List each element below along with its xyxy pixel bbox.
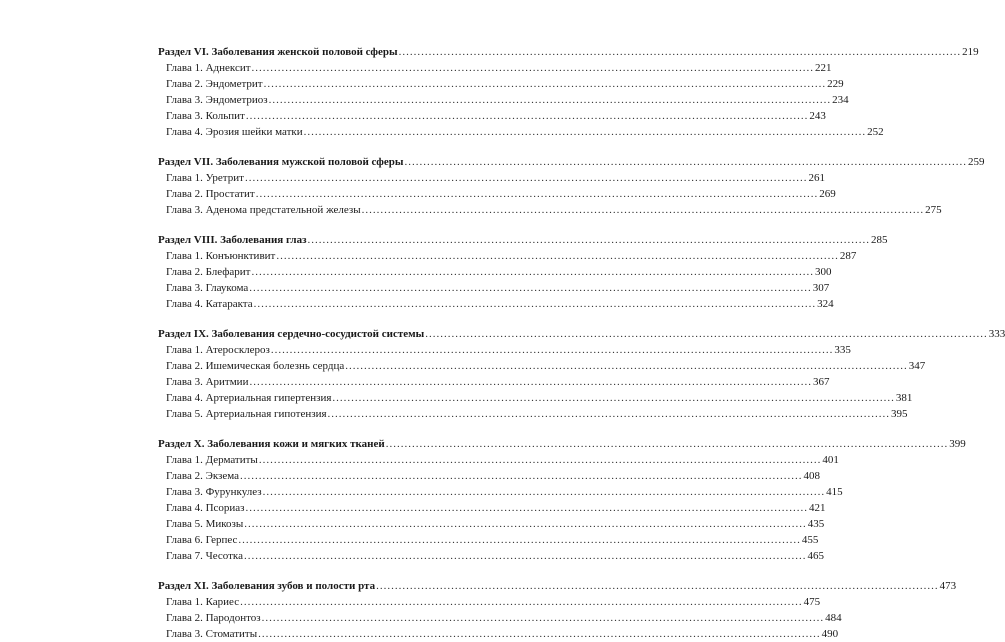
chapter-entry <box>158 248 857 264</box>
section-heading <box>158 154 985 170</box>
section-heading <box>158 232 888 248</box>
chapter-title: Глава 4. Катаракта <box>166 298 253 310</box>
dot-leader <box>252 60 815 76</box>
chapter-page-number: 221 <box>815 62 832 74</box>
chapter-title: Глава 4. Эрозия шейки матки <box>166 126 303 138</box>
chapter-entry <box>158 452 839 468</box>
chapter-entry <box>158 170 825 186</box>
dot-leader <box>246 108 809 124</box>
section-title: Раздел IX. Заболевания сердечно-сосудистой системы <box>158 328 425 340</box>
chapter-page-number: 324 <box>817 298 834 310</box>
chapter-title: Глава 3. Аденома предстательной железы <box>166 204 361 216</box>
chapter-page-number: 367 <box>812 376 830 388</box>
chapter-page-number: 421 <box>809 502 826 514</box>
dot-leader <box>249 374 812 390</box>
chapter-page-number: 395 <box>891 408 908 420</box>
dot-leader <box>254 296 817 312</box>
chapter-entry <box>158 264 832 280</box>
chapter-page-number: 243 <box>809 110 826 122</box>
chapter-entry <box>158 108 826 124</box>
chapter-entry <box>158 516 825 532</box>
chapter-title: Глава 1. Атеросклероз <box>166 344 270 356</box>
chapter-entry <box>158 296 834 312</box>
chapter-title: Глава 3. Эндометриоз <box>166 94 268 106</box>
dot-leader <box>264 76 827 92</box>
chapter-entry <box>158 484 843 500</box>
section-page-number: 333 <box>988 328 1005 340</box>
chapter-title: Глава 3. Глаукома <box>166 282 249 294</box>
chapter-page-number: 381 <box>895 392 913 404</box>
toc-section <box>158 436 966 564</box>
chapter-entry <box>158 610 842 626</box>
dot-leader <box>256 186 819 202</box>
chapter-title: Глава 7. Чесотка <box>166 550 243 562</box>
chapter-page-number: 335 <box>834 344 851 356</box>
dot-leader <box>328 406 891 422</box>
dot-leader <box>238 532 801 548</box>
dot-leader <box>246 500 809 516</box>
toc-section <box>158 578 957 642</box>
chapter-entry <box>158 500 826 516</box>
chapter-title: Глава 3. Аритмии <box>166 376 249 388</box>
dot-leader <box>404 154 967 170</box>
chapter-title: Глава 2. Ишемическая болезнь сердца <box>166 360 345 372</box>
section-heading <box>158 578 957 594</box>
chapter-page-number: 475 <box>803 596 821 608</box>
chapter-page-number: 229 <box>827 78 844 90</box>
chapter-entry <box>158 202 942 218</box>
chapter-title: Глава 3. Фурункулез <box>166 486 262 498</box>
chapter-page-number: 435 <box>807 518 825 530</box>
chapter-title: Глава 4. Артериальная гипертензия <box>166 392 332 404</box>
dot-leader <box>249 280 812 296</box>
chapter-page-number: 307 <box>812 282 830 294</box>
section-page-number: 285 <box>871 234 888 246</box>
chapter-page-number: 300 <box>814 266 832 278</box>
toc-section <box>158 232 888 312</box>
section-heading <box>158 326 1005 342</box>
chapter-title: Глава 5. Артериальная гипотензия <box>166 408 327 420</box>
dot-leader <box>332 390 895 406</box>
chapter-entry <box>158 406 908 422</box>
table-of-contents <box>158 44 1005 642</box>
chapter-title: Глава 3. Кольпит <box>166 110 245 122</box>
section-title: Раздел VII. Заболевания мужской половой сферы <box>158 156 404 168</box>
chapter-page-number: 401 <box>822 454 839 466</box>
section-title: Раздел VIII. Заболевания глаз <box>158 234 307 246</box>
chapter-page-number: 287 <box>839 250 857 262</box>
chapter-entry <box>158 532 819 548</box>
chapter-title: Глава 2. Блефарит <box>166 266 251 278</box>
chapter-page-number: 269 <box>819 188 836 200</box>
dot-leader <box>276 248 839 264</box>
section-title: Раздел VI. Заболевания женской половой сферы <box>158 46 398 58</box>
section-page-number: 473 <box>939 580 957 592</box>
dot-leader <box>263 484 826 500</box>
chapter-entry <box>158 92 849 108</box>
chapter-entry <box>158 186 836 202</box>
chapter-title: Глава 1. Кариес <box>166 596 240 608</box>
section-page-number: 219 <box>962 46 979 58</box>
dot-leader <box>399 44 962 60</box>
chapter-title: Глава 1. Уретрит <box>166 172 244 184</box>
dot-leader <box>362 202 925 218</box>
chapter-entry <box>158 342 851 358</box>
chapter-title: Глава 2. Простатит <box>166 188 255 200</box>
dot-leader <box>251 264 814 280</box>
chapter-title: Глава 5. Микозы <box>166 518 244 530</box>
chapter-entry <box>158 468 821 484</box>
toc-section <box>158 44 979 140</box>
section-heading <box>158 436 966 452</box>
dot-leader <box>376 578 939 594</box>
chapter-title: Глава 2. Эндометрит <box>166 78 263 90</box>
chapter-title: Глава 2. Пародонтоз <box>166 612 261 624</box>
dot-leader <box>271 342 834 358</box>
chapter-entry <box>158 548 824 564</box>
chapter-title: Глава 3. Стоматиты <box>166 628 258 640</box>
chapter-page-number: 234 <box>832 94 849 106</box>
toc-section <box>158 326 1005 422</box>
chapter-entry <box>158 626 839 642</box>
dot-leader <box>244 548 807 564</box>
dot-leader <box>262 610 825 626</box>
chapter-entry <box>158 280 830 296</box>
dot-leader <box>269 92 832 108</box>
chapter-entry <box>158 76 844 92</box>
chapter-page-number: 490 <box>821 628 839 640</box>
dot-leader <box>304 124 867 140</box>
dot-leader <box>240 594 803 610</box>
dot-leader <box>308 232 871 248</box>
dot-leader <box>244 516 807 532</box>
chapter-page-number: 261 <box>808 172 825 184</box>
section-title: Раздел XI. Заболевания зубов и полости рта <box>158 580 376 592</box>
toc-section <box>158 154 985 218</box>
chapter-entry <box>158 390 913 406</box>
chapter-page-number: 275 <box>925 204 942 216</box>
chapter-page-number: 465 <box>807 550 824 562</box>
chapter-title: Глава 1. Аднексит <box>166 62 251 74</box>
chapter-title: Глава 6. Герпес <box>166 534 238 546</box>
dot-leader <box>345 358 908 374</box>
chapter-page-number: 415 <box>826 486 843 498</box>
chapter-title: Глава 1. Дерматиты <box>166 454 258 466</box>
chapter-entry <box>158 594 821 610</box>
chapter-page-number: 252 <box>867 126 884 138</box>
chapter-entry <box>158 374 830 390</box>
chapter-title: Глава 1. Конъюнктивит <box>166 250 276 262</box>
dot-leader <box>240 468 803 484</box>
chapter-page-number: 408 <box>803 470 821 482</box>
chapter-title: Глава 2. Экзема <box>166 470 240 482</box>
chapter-entry <box>158 60 832 76</box>
dot-leader <box>425 326 988 342</box>
section-page-number: 399 <box>949 438 966 450</box>
dot-leader <box>245 170 808 186</box>
chapter-entry <box>158 358 926 374</box>
chapter-page-number: 484 <box>825 612 842 624</box>
dot-leader <box>258 626 821 642</box>
section-title: Раздел X. Заболевания кожи и мягких тканей <box>158 438 385 450</box>
chapter-page-number: 347 <box>908 360 926 372</box>
dot-leader <box>386 436 949 452</box>
dot-leader <box>259 452 822 468</box>
chapter-title: Глава 4. Псориаз <box>166 502 245 514</box>
chapter-entry <box>158 124 884 140</box>
chapter-page-number: 455 <box>801 534 819 546</box>
section-heading <box>158 44 979 60</box>
section-page-number: 259 <box>967 156 985 168</box>
